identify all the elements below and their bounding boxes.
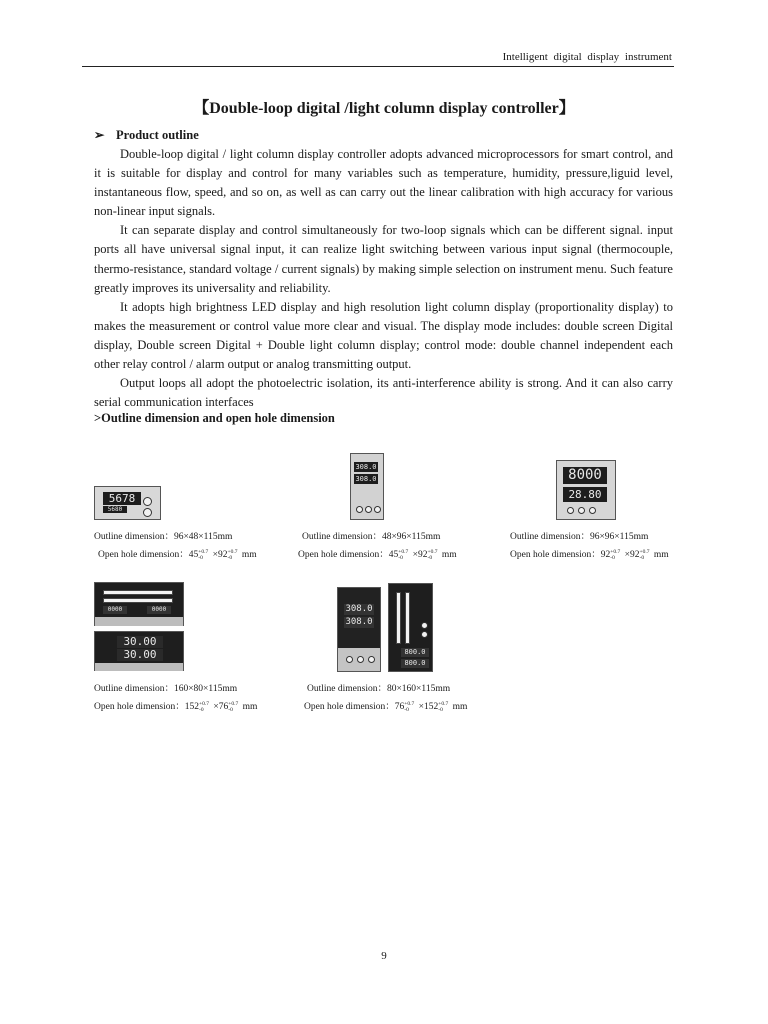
paragraph: Output loops all adopt the photoelectric isolation, its anti-interference ability is strong. And it can also carry serial communication interfaces xyxy=(94,376,673,410)
hole-a: 76 xyxy=(394,702,405,712)
hole-a: 92 xyxy=(600,550,611,560)
primary-display: 308.0 xyxy=(345,604,373,614)
primary-display: 308.0 xyxy=(355,463,377,471)
light-column-bar xyxy=(405,592,410,644)
secondary-display: 28.80 xyxy=(563,487,607,502)
open-hole-dimension: Open hole dimension：76 +0.7 -0 ×152 +0.7 -0 mm xyxy=(304,700,468,713)
unit: mm xyxy=(653,550,669,560)
outline-dimension: Outline dimension：96×96×115mm xyxy=(510,532,649,542)
primary-display: 30.00 xyxy=(117,636,163,648)
hole-b: 92 xyxy=(417,550,428,560)
round-key-icon xyxy=(421,622,428,629)
hole-label: Open hole dimension： xyxy=(304,702,395,712)
instrument-photo-80x160-bargraph xyxy=(388,583,433,672)
unit: mm xyxy=(441,550,457,560)
hole-a: 45 xyxy=(388,550,399,560)
primary-display: 5678 xyxy=(103,492,141,505)
instrument-photo-160x80 xyxy=(94,631,184,671)
paragraph: It adopts high brightness LED display and high resolution light column display (proportionality display) to makes the measurement or control value more clear and visual. The display mode includes: double screen Digital display, Double screen Digital + Double light column display; control mode: double channel independent each other relay control / alarm output or analog transmitting output. xyxy=(94,299,673,372)
paragraph: Double-loop digital / light column display controller adopts advanced microprocessors for smart control, and it is suitable for display and control for many variables such as temperature, humidity, pressure,liguid level, instantaneous flow, speed, and so on, as well as can carry out the linear calibration with high accuracy for various non-linear input signals. xyxy=(94,147,673,219)
outline-dimension: Outline dimension：80×160×115mm xyxy=(307,684,451,694)
hole-b: 92 xyxy=(217,550,228,560)
instrument-photo-96x48 xyxy=(94,486,161,520)
light-column-bar xyxy=(103,590,173,595)
round-key-icon xyxy=(346,656,353,663)
page-number: 9 xyxy=(381,950,387,962)
unit: mm xyxy=(242,702,258,712)
round-key-icon xyxy=(578,507,585,514)
hole-label: Open hole dimension： xyxy=(510,550,601,560)
running-header: Intelligent digital display instrument xyxy=(502,51,672,63)
instrument-photo-80x160 xyxy=(337,587,381,672)
outline-dimension: Outline dimension：160×80×115mm xyxy=(94,684,238,694)
hole-b: 76 xyxy=(218,702,229,712)
light-column-bar xyxy=(396,592,401,644)
small-display: 0000 xyxy=(147,606,171,614)
instrument-photo-160x80-bargraph xyxy=(94,582,184,626)
small-display: 800.0 xyxy=(401,659,429,668)
section-heading-text: Product outline xyxy=(116,128,199,142)
round-key-icon xyxy=(143,508,152,517)
instrument-photo-96x96 xyxy=(556,460,616,520)
outline-dimension: Outline dimension：96×48×115mm xyxy=(94,532,233,542)
open-hole-dimension: Open hole dimension：152 +0.7 -0 ×76 +0.7 -0 mm xyxy=(94,700,258,713)
key-strip xyxy=(95,663,183,671)
hole-b: 92 xyxy=(629,550,640,560)
dimension-heading: >Outline dimension and open hole dimension xyxy=(94,411,335,425)
round-key-icon xyxy=(589,507,596,514)
open-hole-dimension: Open hole dimension：45 +0.7 -0 ×92 +0.7 -0 mm xyxy=(298,548,457,561)
round-key-icon xyxy=(374,506,381,513)
round-key-icon xyxy=(356,506,363,513)
paragraph: It can separate display and control simultaneously for two-loop signals which can be different signal. input ports all have universal signal input, it can realize light switching between various input signal (thermocouple, thermo-resistance, standard voltage / current signals) by making simple selection on instrument menu. Such feature greatly improves its universality and reliability. xyxy=(94,223,673,295)
hole-a: 152 xyxy=(184,702,200,712)
key-strip xyxy=(95,617,183,626)
hole-label: Open hole dimension： xyxy=(98,550,189,560)
primary-display: 8000 xyxy=(563,467,607,484)
body-text xyxy=(94,145,673,412)
outline-dimension: Outline dimension：48×96×115mm xyxy=(302,532,441,542)
small-display: 0000 xyxy=(103,606,127,614)
small-display: 800.0 xyxy=(401,648,429,657)
round-key-icon xyxy=(421,631,428,638)
open-hole-dimension: Open hole dimension：92 +0.7 -0 ×92 +0.7 -0 mm xyxy=(510,548,669,561)
round-key-icon xyxy=(143,497,152,506)
round-key-icon xyxy=(567,507,574,514)
secondary-display: 308.0 xyxy=(345,617,373,627)
hole-label: Open hole dimension： xyxy=(298,550,389,560)
section-heading-outline xyxy=(94,127,199,143)
secondary-display: 5680 xyxy=(103,506,127,513)
hole-a: 45 xyxy=(188,550,199,560)
round-key-icon xyxy=(368,656,375,663)
unit: mm xyxy=(452,702,468,712)
page-title: 【Double-loop digital /light column display controller】 xyxy=(193,100,575,117)
hole-b: 152 xyxy=(423,702,439,712)
round-key-icon xyxy=(365,506,372,513)
round-key-icon xyxy=(357,656,364,663)
unit: mm xyxy=(241,550,257,560)
bullet-arrow-icon: ➢ xyxy=(94,128,105,142)
light-column-bar xyxy=(103,598,173,603)
hole-label: Open hole dimension： xyxy=(94,702,185,712)
instrument-photo-48x96 xyxy=(350,453,384,520)
open-hole-dimension: Open hole dimension：45 +0.7 -0 ×92 +0.7 -0 mm xyxy=(98,548,257,561)
secondary-display: 308.0 xyxy=(355,475,377,483)
header-rule xyxy=(82,66,674,67)
secondary-display: 30.00 xyxy=(117,649,163,661)
